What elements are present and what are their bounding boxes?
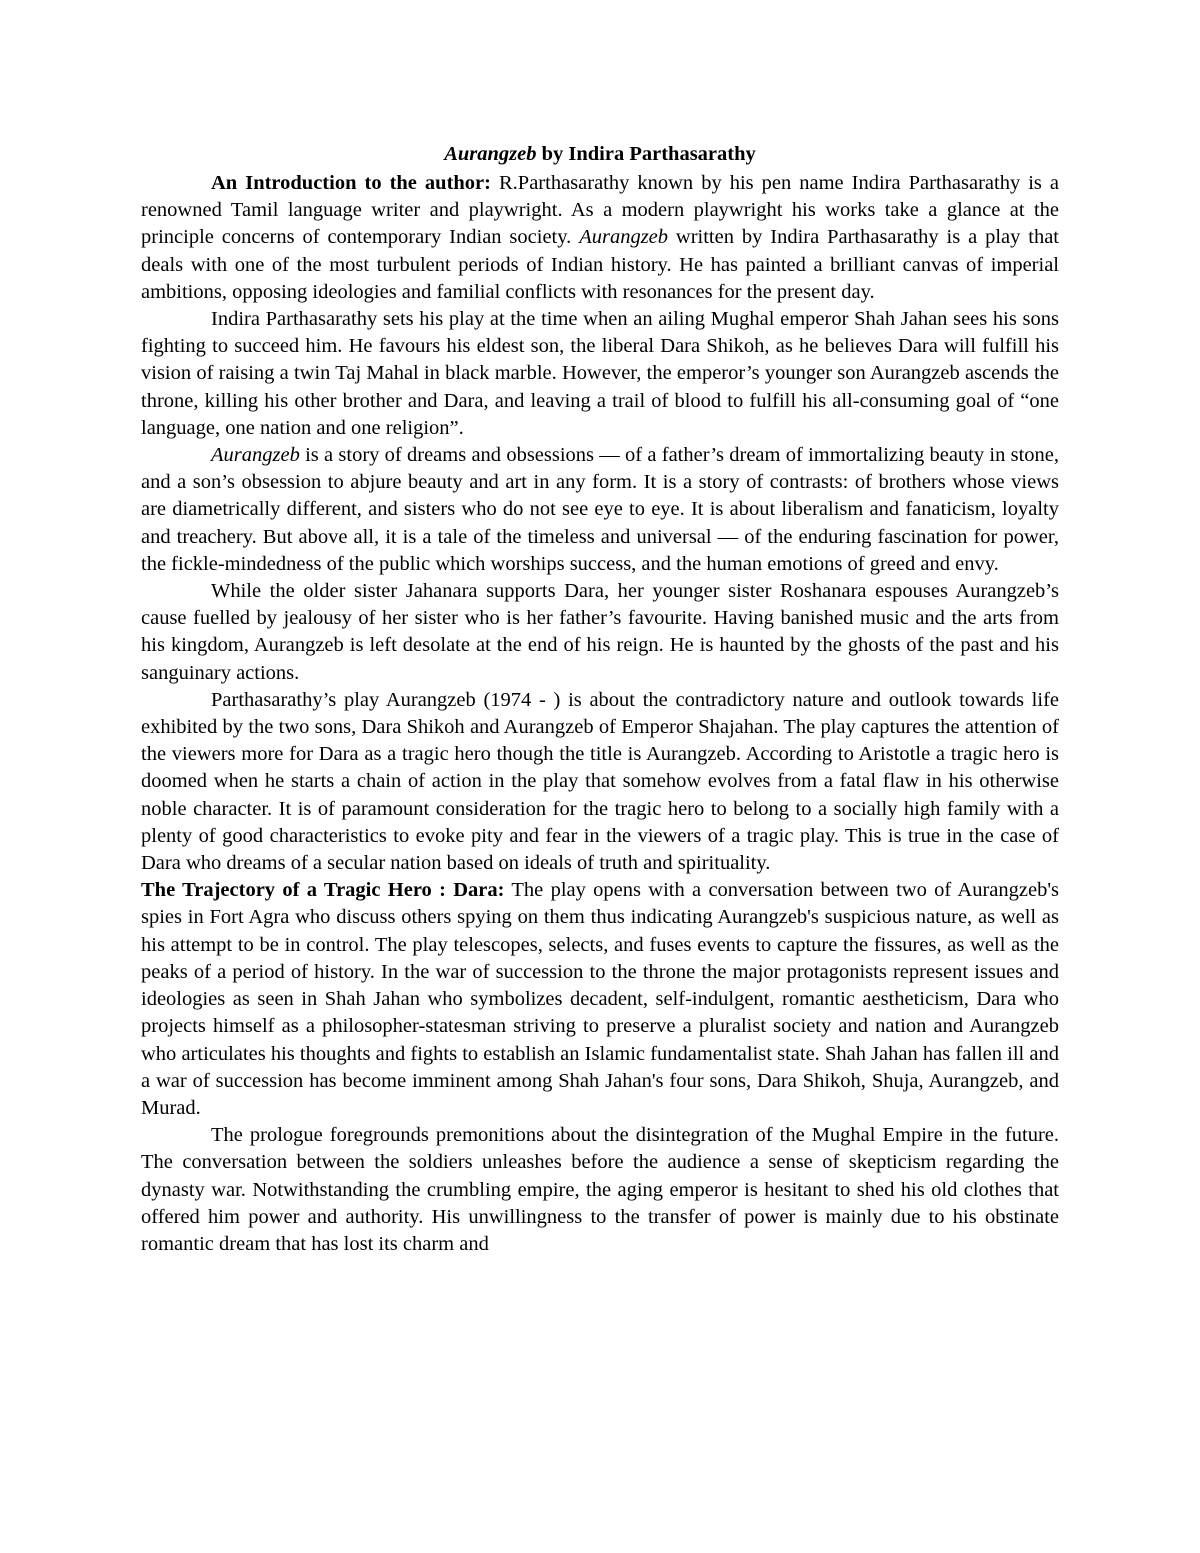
paragraph-sisters: While the older sister Jahanara supports Dara, her younger sister Roshanara espouses Aurangzeb’s cause fuelled by jealousy of her sister who is her father’s favourite. Having banished music and the arts from his kingdom, Aurangzeb is left desolate at the end of his reign. He is haunted by the ghosts of the past and his sanguinary actions. — [141, 580, 1059, 684]
paragraph-trajectory — [141, 877, 1059, 1122]
trajectory-heading: The Trajectory of a Tragic Hero : Dara: — [141, 879, 505, 902]
story-text: is a story of dreams and obsessions — of a father’s dream of immortalizing beauty in stone, and a son’s obsession to abjure beauty and art in any form. It is a story of contrasts: of brothers whose views are diametrically different, and sisters who do not see eye to eye. It is about liberalism and fanaticism, loyalty and treachery. But above all, it is a tale of the timeless and universal — of the enduring fascination for power, the fickle-mindedness of the public which worships success, and the human emotions of greed and envy. — [141, 444, 1059, 575]
intro-paragraph — [141, 170, 1059, 306]
paragraph-setting: Indira Parthasarathy sets his play at the time when an ailing Mughal emperor Shah Jahan sees his sons fighting to succeed him. He favours his eldest son, the liberal Dara Shikoh, as he believes Dara will fulfill his vision of raising a twin Taj Mahal in black marble. However, the emperor’s younger son Aurangzeb ascends the throne, killing his other brother and Dara, and leaving a trail of blood to fulfill his all-consuming goal of “one language, one nation and one religion”. — [141, 308, 1059, 439]
intro-text-1: R.Parthasarathy known by his pen name Indira Parthasarathy is a renowned Tamil language writer and playwright. As a modern playwright his works take a glance at the principle concerns of contemporary Indian society. — [141, 172, 1059, 249]
intro-work-title: Aurangzeb — [579, 226, 669, 249]
document-page — [141, 140, 1059, 1258]
paragraph-story — [141, 442, 1059, 578]
intro-heading: An Introduction to the author: — [211, 172, 491, 194]
paragraph-prologue: The prologue foregrounds premonitions about the disintegration of the Mughal Empire in the future. The conversation between the soldiers unleashes before the audience a sense of skepticism regarding the dynasty war. Notwithstanding the crumbling empire, the aging emperor is hesitant to shed his old clothes that offered him power and authority. His unwillingness to the transfer of power is mainly due to his obstinate romantic dream that has lost its charm and — [141, 1124, 1059, 1255]
trajectory-text: The play opens with a conversation between two of Aurangzeb's spies in Fort Agra who discuss others spying on them thus indicating Aurangzeb's suspicious nature, as well as his attempt to be in control. The play telescopes, selects, and fuses events to capture the fissures, as well as the peaks of a period of history. In the war of succession to the throne the major protagonists represent issues and ideologies as seen in Shah Jahan who symbolizes decadent, self-indulgent, romantic aestheticism, Dara who projects himself as a philosopher-statesman striving to preserve a pluralist society and nation and Aurangzeb who articulates his thoughts and fights to establish an Islamic fundamentalist state. Shah Jahan has fallen ill and a war of succession has become imminent among Shah Jahan's four sons, Dara Shikoh, Shuja, Aurangzeb, and Murad. — [141, 879, 1060, 1119]
story-work-title: Aurangzeb — [211, 444, 300, 467]
title-rest: by Indira Parthasarathy — [536, 143, 756, 165]
title-work: Aurangzeb — [444, 143, 537, 165]
document-title — [141, 140, 1059, 169]
intro-text-2: written by Indira Parthasarathy is a play that deals with one of the most turbulent periods of Indian history. He has painted a brilliant canvas of imperial ambitions, opposing ideologies and familial conflicts with resonances for the present day. — [141, 226, 1059, 303]
paragraph-tragic-hero: Parthasarathy’s play Aurangzeb (1974 - ) is about the contradictory nature and outlook towards life exhibited by the two sons, Dara Shikoh and Aurangzeb of Emperor Shajahan. The play captures the attention of the viewers more for Dara as a tragic hero though the title is Aurangzeb. According to Aristotle a tragic hero is doomed when he starts a chain of action in the play that somehow evolves from a fatal flaw in his otherwise noble character. It is of paramount consideration for the tragic hero to belong to a socially high family with a plenty of good characteristics to evoke pity and fear in the viewers of a tragic play. This is true in the case of Dara who dreams of a secular nation based on ideals of truth and spirituality. — [141, 688, 1059, 875]
